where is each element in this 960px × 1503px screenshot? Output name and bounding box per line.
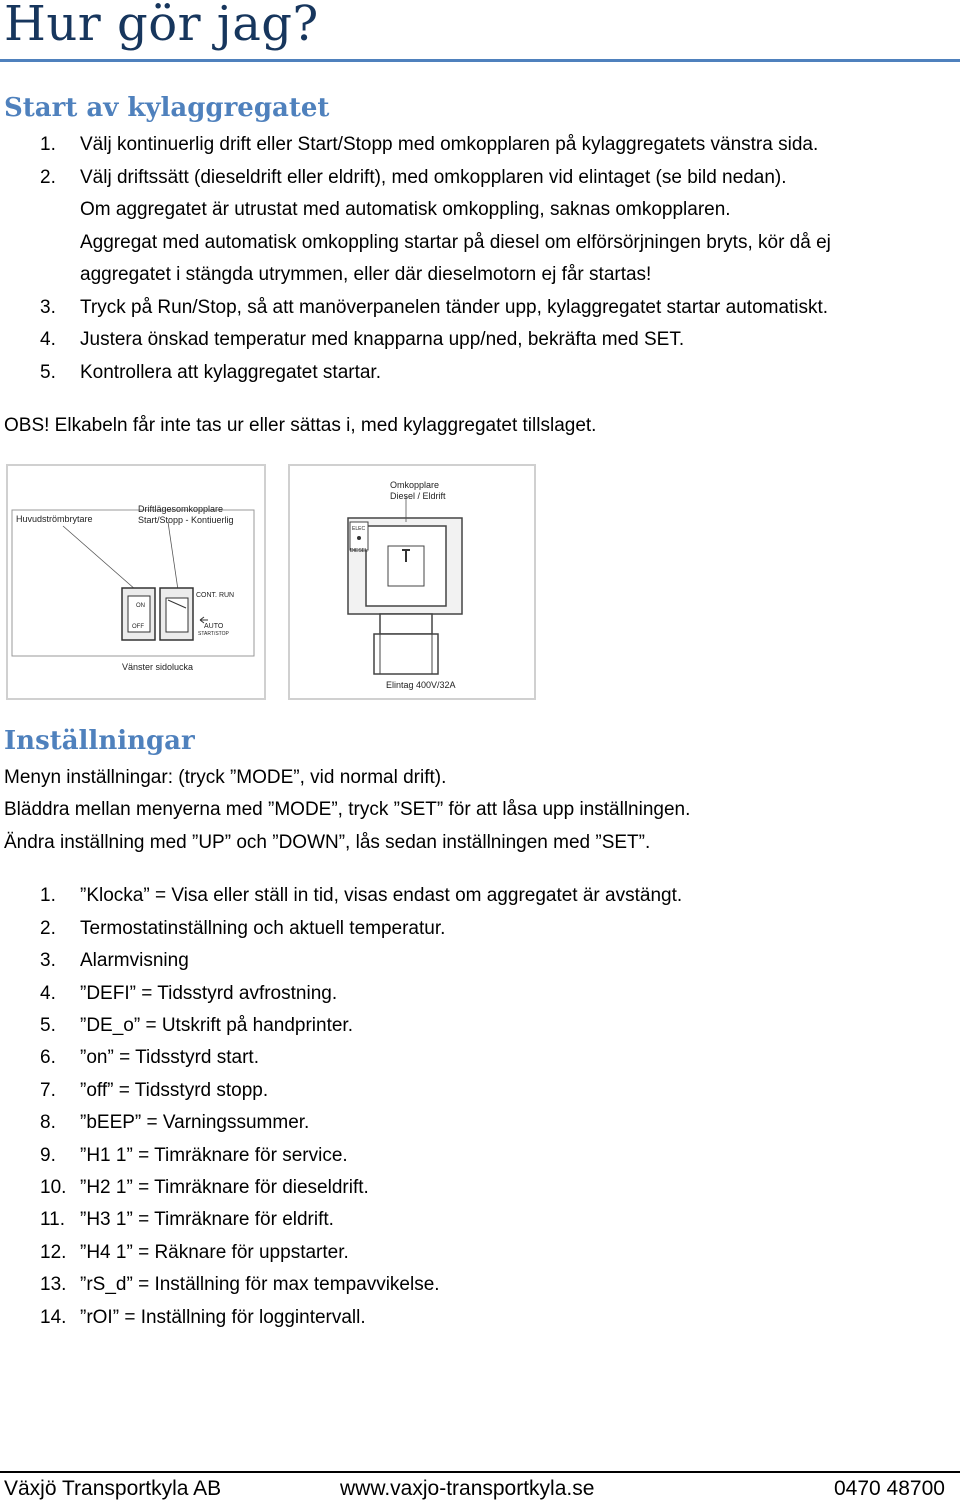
footer-website[interactable]: www.vaxjo-transportkyla.se [340, 1477, 595, 1500]
label-auto: AUTO [204, 623, 224, 630]
list-item-number: 9. [40, 1145, 56, 1166]
label-start-stop: START/STOP [198, 631, 229, 637]
figure-power-inlet [288, 464, 536, 700]
page-title: Hur gör jag? [4, 0, 319, 52]
title-rule [0, 59, 960, 62]
list-item-text: ”rOI” = Inställning för loggintervall. [80, 1307, 366, 1328]
list-item-text: ”rS_d” = Inställning för max tempavvikelse. [80, 1274, 440, 1295]
list-item-number: 14. [40, 1307, 67, 1328]
list-item-number: 3. [40, 950, 56, 971]
list-item-number: 7. [40, 1080, 56, 1101]
list-item-number: 2. [40, 918, 56, 939]
warning-note: OBS! Elkabeln får inte tas ur eller sättas i, med kylaggregatet tillslaget. [4, 415, 597, 436]
list-item-number: 1. [40, 885, 56, 906]
list-item-number: 12. [40, 1242, 67, 1263]
figure-caption: Vänster sidolucka [122, 662, 194, 672]
footer-company: Växjö Transportkyla AB [4, 1477, 222, 1500]
list-item-number: 4. [40, 983, 56, 1004]
list-item-text: ”DEFI” = Tidsstyrd avfrostning. [80, 983, 338, 1004]
figure-side-hatch [6, 464, 266, 700]
list-item-number: 5. [40, 1015, 56, 1036]
label-diesel: DIESEL [350, 548, 368, 554]
list-item-number: 5. [40, 362, 56, 383]
list-item-text: Justera önskad temperatur med knapparna upp/ned, bekräfta med SET. [80, 329, 685, 350]
list-item-number: 11. [40, 1209, 66, 1230]
list-item-text: ”on” = Tidsstyrd start. [80, 1047, 259, 1068]
list-item-text: ”bEEP” = Varningssummer. [80, 1112, 310, 1133]
footer-phone: 0470 48700 [834, 1477, 945, 1500]
list-item-text: Om aggregatet är utrustat med automatisk omkoppling, saknas omkopplaren. [80, 199, 731, 220]
list-item-number: 10. [40, 1177, 67, 1198]
list-item-text: Kontrollera att kylaggregatet startar. [80, 362, 381, 383]
section-heading-settings: Inställningar [4, 726, 195, 756]
label-off: OFF [132, 624, 144, 630]
list-item-text: aggregatet i stängda utrymmen, eller där dieselmotorn ej får startas! [80, 264, 652, 285]
label-main-switch: Huvudströmbrytare [16, 514, 93, 524]
settings-intro-line: Bläddra mellan menyerna med ”MODE”, tryck ”SET” för att låsa upp inställningen. [4, 799, 691, 820]
label-mode-switch-detail: Start/Stopp - Kontiuerlig [138, 515, 234, 525]
list-item-text: ”Klocka” = Visa eller ställ in tid, visas endast om aggregatet är avstängt. [80, 885, 683, 906]
list-item-number: 8. [40, 1112, 56, 1133]
settings-intro-line: Menyn inställningar: (tryck ”MODE”, vid normal drift). [4, 767, 447, 788]
footer-rule [0, 1471, 960, 1473]
settings-intro-line: Ändra inställning med ”UP” och ”DOWN”, lås sedan inställningen med ”SET”. [4, 832, 651, 853]
label-cont-run: CONT. RUN [196, 592, 235, 599]
list-item-text: ”H3 1” = Timräknare för eldrift. [80, 1209, 334, 1230]
list-item-text: ”H1 1” = Timräknare för service. [80, 1145, 348, 1166]
list-item-number: 1. [40, 134, 56, 155]
list-item-text: Aggregat med automatisk omkoppling startar på diesel om elförsörjningen bryts, kör då ej [80, 232, 831, 253]
label-on: ON [136, 603, 145, 609]
list-item-text: ”DE_o” = Utskrift på handprinter. [80, 1015, 353, 1036]
list-item-text: Termostatinställning och aktuell temperatur. [80, 918, 446, 939]
label-elec: ELEC [352, 526, 366, 532]
list-item-text: ”H4 1” = Räknare för uppstarter. [80, 1242, 349, 1263]
label-switch-detail: Diesel / Eldrift [390, 491, 446, 501]
list-item-text: Välj driftssätt (dieseldrift eller eldrift), med omkopplaren vid elintaget (se bild nedan). [80, 167, 787, 188]
list-item-number: 6. [40, 1047, 56, 1068]
list-item-text: Tryck på Run/Stop, så att manöverpanelen tänder upp, kylaggregatet startar automatiskt. [80, 297, 829, 318]
list-item-text: Välj kontinuerlig drift eller Start/Stopp med omkopplaren på kylaggregatets vänstra sida. [80, 134, 819, 155]
list-item-number: 2. [40, 167, 56, 188]
section-heading-start: Start av kylaggregatet [4, 93, 330, 123]
list-item-number: 13. [40, 1274, 67, 1295]
list-item-text: ”off” = Tidsstyrd stopp. [80, 1080, 269, 1101]
figure-caption: Elintag 400V/32A [386, 680, 456, 690]
label-switch: Omkopplare [390, 480, 440, 490]
label-mode-switch: Driftlägesomkopplare [138, 504, 224, 514]
list-item-number: 4. [40, 329, 56, 350]
list-item-text: ”H2 1” = Timräknare för dieseldrift. [80, 1177, 369, 1198]
list-item-text: Alarmvisning [80, 950, 189, 971]
list-item-number: 3. [40, 297, 56, 318]
